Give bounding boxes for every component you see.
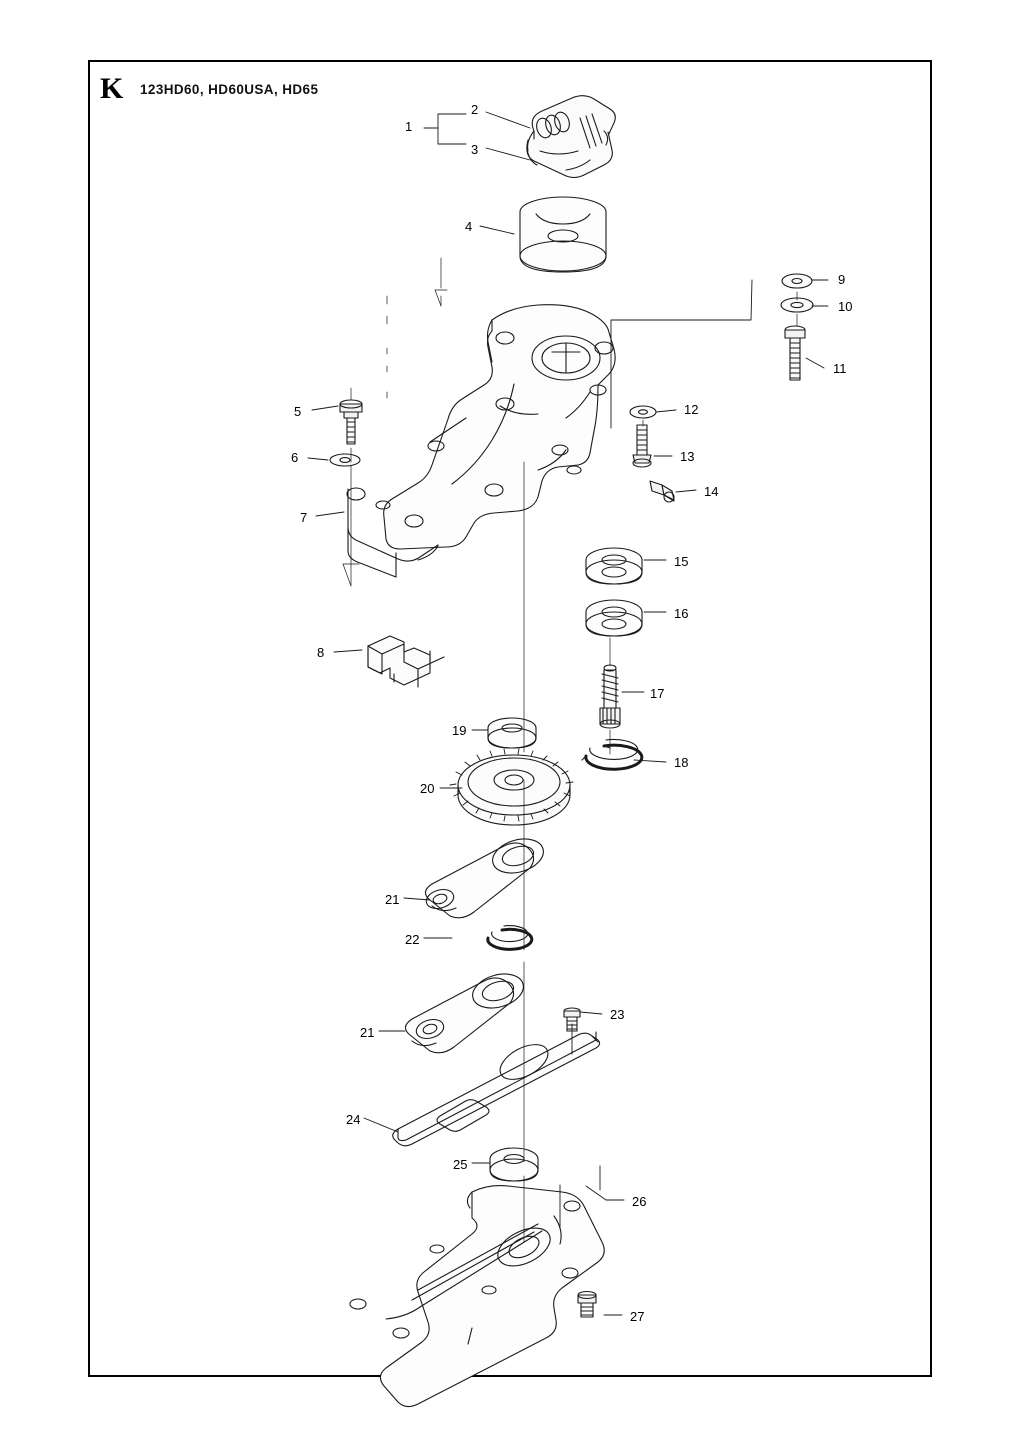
- page-title: 123HD60, HD60USA, HD65: [140, 82, 319, 97]
- part-circlip-22: [488, 926, 532, 950]
- part-gear-20: [450, 749, 573, 825]
- part-washer-9: [782, 274, 812, 288]
- part-connecting-rod-21-upper: [424, 833, 547, 917]
- part-gear-housing: [347, 305, 615, 577]
- callout-16: 16: [674, 606, 689, 621]
- part-screw-13: [633, 425, 651, 467]
- callout-8: 8: [317, 645, 325, 660]
- callout-13: 13: [680, 449, 695, 464]
- part-bracket-8: [368, 636, 444, 687]
- callout-3: 3: [471, 142, 479, 157]
- part-screw-5: [340, 400, 362, 444]
- callout-19: 19: [452, 723, 467, 738]
- part-bearing-19: [488, 718, 536, 748]
- part-screw-11: [785, 326, 805, 380]
- callout-23: 23: [610, 1007, 625, 1022]
- callout-18: 18: [674, 755, 689, 770]
- section-letter: K: [100, 72, 124, 105]
- leader-lines: [308, 112, 828, 1315]
- part-bolt-27: [578, 1292, 596, 1318]
- part-circlip-18: [582, 739, 642, 769]
- callout-24: 24: [346, 1112, 361, 1127]
- part-blade-24: [393, 1032, 600, 1146]
- callout-2: 2: [471, 102, 479, 117]
- part-bearing-25: [490, 1148, 538, 1181]
- part-bottom-cover-26: [350, 1186, 604, 1407]
- part-bolt-14: [650, 481, 674, 502]
- callout-9: 9: [838, 272, 846, 287]
- callout-21-upper: 21: [385, 892, 400, 907]
- callout-25: 25: [453, 1157, 468, 1172]
- callout-22: 22: [405, 932, 420, 947]
- callout-27: 27: [630, 1309, 645, 1324]
- part-cup: [520, 197, 606, 272]
- callout-6: 6: [291, 450, 299, 465]
- part-bearing-15: [586, 548, 642, 584]
- part-connecting-rod-21-lower: [405, 968, 527, 1052]
- part-pinion-shaft-17: [600, 665, 620, 728]
- part-washer-6: [330, 454, 360, 466]
- callout-21-lower: 21: [360, 1025, 375, 1040]
- callout-7: 7: [300, 510, 308, 525]
- callout-14: 14: [704, 484, 719, 499]
- part-bearing-16: [586, 600, 642, 636]
- part-clamp-assembly: [527, 96, 615, 178]
- callout-4: 4: [465, 219, 473, 234]
- callout-20: 20: [420, 781, 435, 796]
- callout-12: 12: [684, 402, 699, 417]
- callout-11: 11: [833, 361, 847, 376]
- callout-26: 26: [632, 1194, 647, 1209]
- callout-1: 1: [405, 119, 413, 134]
- callout-10: 10: [838, 299, 853, 314]
- part-washer-12: [630, 406, 656, 418]
- callout-15: 15: [674, 554, 689, 569]
- callout-17: 17: [650, 686, 665, 701]
- callout-5: 5: [294, 404, 302, 419]
